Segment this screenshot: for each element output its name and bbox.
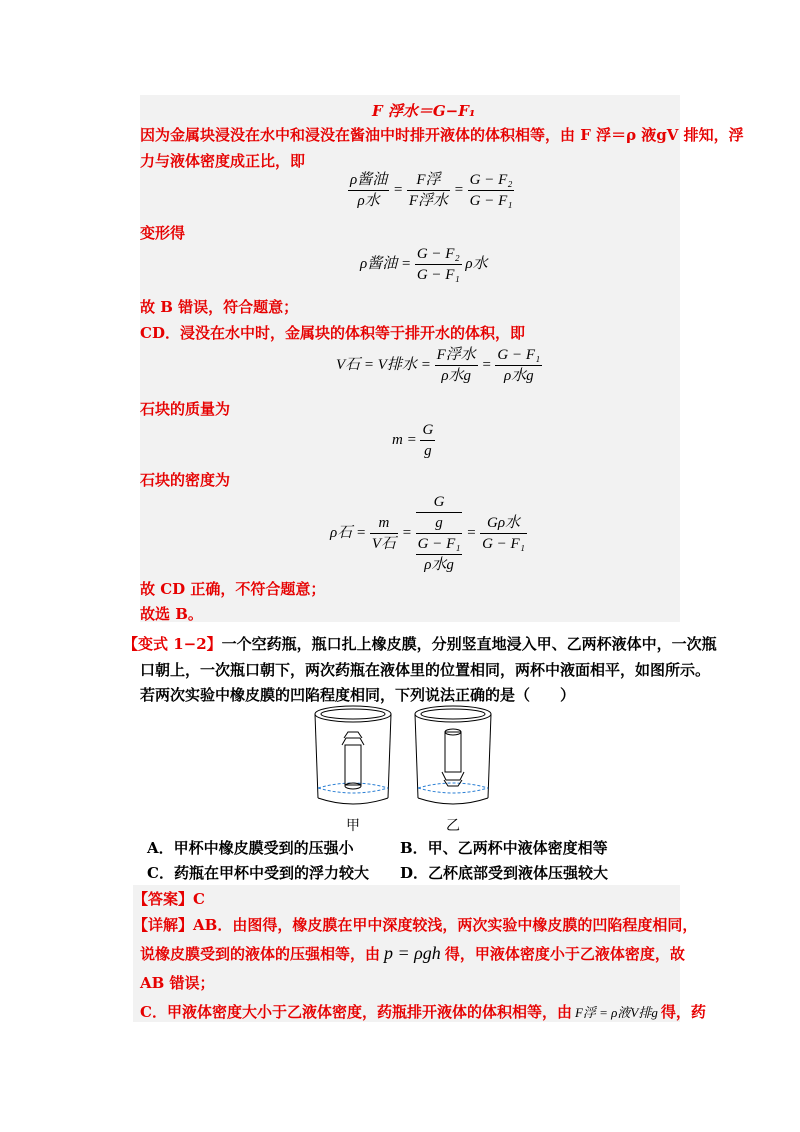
equation-density-ratio: $\frac{\text{ρ酱油}}{\text{ρ水}}$ = $\frac{\text{F浮}}{\text{F浮水}}$ = $\frac{\text{G − F₂}}{\text{G − F₁}}$: [350, 172, 513, 209]
solution-line-4: 故 B 错误，符合题意；: [140, 298, 299, 316]
figure-label-jia: 甲: [346, 818, 360, 834]
equation-soy-density: ρ酱油 = $\frac{\text{G − F₂}}{\text{G − F₁}}$ ρ水: [360, 246, 488, 283]
question-line-1: 【变式 1−2】一个空药瓶，瓶口扎上橡皮膜，分别竖直地浸入甲、乙两杯液体中，一次瓶: [123, 635, 717, 653]
question-line-3: 若两次实验中橡皮膜的凹陷程度相同，下列说法正确的是（ ）: [140, 686, 576, 704]
figure-label-yi: 乙: [446, 818, 460, 834]
solution-line-7: 石块的密度为: [140, 471, 231, 489]
option-c: C．药瓶在甲杯中受到的浮力较大: [147, 864, 369, 882]
solution-line-5: CD．浸没在水中时，金属块的体积等于排开水的体积，即: [140, 324, 525, 342]
solution-line-1: 因为金属块浸没在水中和浸没在酱油中时排开液体的体积相等，由 F 浮＝ρ 液gV 排知，浮: [140, 126, 744, 144]
answer-label: 【答案】C: [133, 890, 205, 908]
question-line-2: 口朝上，一次瓶口朝下，两次药瓶在液体里的位置相同，两杯中液面相平，如图所示。: [140, 661, 711, 679]
detail-line-1: 【详解】AB．由图得，橡皮膜在甲中深度较浅，两次实验中橡皮膜的凹陷程度相同，: [133, 916, 698, 934]
option-b: B．甲、乙两杯中液体密度相等: [400, 839, 608, 857]
detail-line-4: C．甲液体密度大小于乙液体密度，药瓶排开液体的体积相等，由 F浮 = ρ液V排g 得，药: [140, 1003, 706, 1021]
solution-line-8: 故 CD 正确，不符合题意；: [140, 580, 326, 598]
solution-line-6: 石块的质量为: [140, 400, 231, 418]
equation-stone-mass: m = $\frac{G}{g}$: [392, 422, 434, 459]
solution-line-3: 变形得: [140, 224, 186, 242]
experiment-figure: [308, 700, 498, 835]
solution-line-9: 故选 B。: [140, 605, 203, 623]
detail-line-2: 说橡皮膜受到的液体的压强相等，由 p = ρgh 得，甲液体密度小于乙液体密度，故: [140, 943, 685, 963]
detail-line-3: AB 错误；: [140, 974, 215, 992]
equation-stone-density: ρ石 = $\frac{m}{\text{V石}}$ = G g G − F₁ ρ水g = $\frac{\text{Gρ水}}{\text{G − F₁}}$: [330, 494, 525, 573]
option-d: D．乙杯底部受到液体压强较大: [400, 864, 609, 882]
formula-top: F 浮水＝G−F₁: [372, 102, 476, 120]
option-a: A．甲杯中橡皮膜受到的压强小: [147, 839, 354, 857]
equation-stone-volume: V石 = V排水 = $\frac{\text{F浮水}}{\text{ρ水g}}$ = $\frac{\text{G − F₁}}{\text{ρ水g}}$: [336, 347, 541, 384]
solution-line-2: 力与液体密度成正比，即: [140, 152, 306, 170]
